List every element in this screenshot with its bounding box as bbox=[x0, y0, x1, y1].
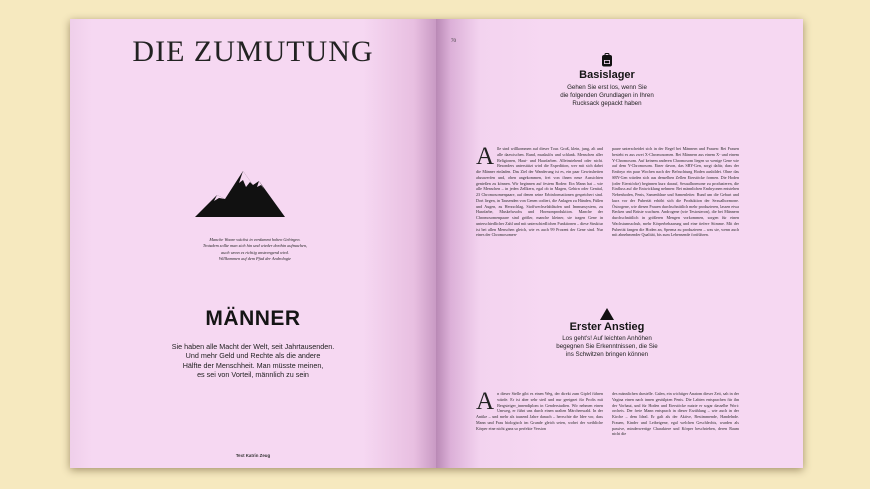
subtitle-line: die folgenden Grundlagen in Ihren bbox=[560, 92, 654, 100]
epigraph-quote bbox=[180, 237, 330, 263]
author-credit: Text Katrin Zeug bbox=[235, 453, 271, 458]
quote-line: auch wenn es richtig anstrengend wird. bbox=[221, 249, 289, 255]
section-subtitle bbox=[496, 84, 718, 109]
body-text: paare unterscheidet sich in der Regel bei Männern und Frauen: Bei Frauen besteht es aus zwei X-Chromosomen. Bei Männern aus einem X- und einem Y-Chromosom. Auf keinem anderen Chromosom liegen so wenige Gene wie auf dem Y-Chromosom. Einer davon, das SRY-Gen, sorgt dafür, dass der Embryo ein paar Wochen nach der Befruchtung Hoden ausbildet. Ohne das SRY-Gen würden sich aus denselben Zellen Eierstöcke formen. Die Hoden (oder Eierstöcke) beginnen kurz darauf, Sexualhormone zu produzieren, die Einfluss auf die Entwicklung nehmen: Bei männlichen Embryonen entstehen Nebenhoden, Penis, Samenblase und Samenleiter. Rund um die Geburt und kurz vor der Pubertät erhöht sich die Produktion der Sexualhormone. Östrogene, wie diesen Frauen durchschnittlich mehr produzieren, lassen etwa Becken und Brüste wachsen. Androgene (wie Testosteron), die bei Männern durchschnittlich in größeren Mengen vorkommen, sorgen für einen Wachstumsschub, mehr Körperbehaarung und eine tiefere Stimme. Mit der Pubertät fangen die Hoden an, Sperma zu produzieren – was sie, wenn auch mit abnehmender Qualität, bis zum Lebensende fortführen. bbox=[612, 146, 739, 238]
section-heading-erster-anstieg: Erster Anstieg bbox=[569, 321, 645, 333]
mountain-icon bbox=[195, 165, 285, 217]
quote-line: Trotzdem sollte man sich hin und wieder dorthin aufmachen, bbox=[202, 243, 308, 249]
intro-line: Sie haben alle Macht der Welt, seit Jahrtausenden. bbox=[171, 342, 335, 351]
body-column bbox=[476, 391, 603, 465]
body-column bbox=[612, 146, 739, 298]
subtitle-line: Gehen Sie erst los, wenn Sie bbox=[567, 84, 647, 91]
backpack-icon bbox=[600, 53, 614, 67]
page-title: DIE ZUMUTUNG bbox=[132, 35, 374, 68]
left-page bbox=[70, 19, 436, 468]
mountain-peak-icon bbox=[600, 308, 614, 320]
section-subtitle bbox=[496, 335, 718, 360]
body-text: des männlichen darstelle. Galen, ein wichtiger Anatom dieser Zeit, sah in der Vagina einen nach innen gestülpten Penis. Die Labien entsprachen für ihn der Vorhaut, und für Hoden und Eierstöcke nutzte er sogar dasselbe Wort: orcheis. Der freie Mann entsprach in dieser Erzählung – wie auch in der Kirche – dem Ideal. Er galt als der Aktive, Bestimmende, Handelnde. Frauen, Kinder und Leibeigene, egal welchen Geschlechts, wurden als passive, minderwertige Charaktere und Körper beschrieben, deren Raum nicht die bbox=[612, 391, 739, 437]
intro-line: Und mehr Geld und Rechte als die andere bbox=[185, 351, 321, 361]
body-column bbox=[476, 146, 603, 298]
body-text: lle sind willkommen auf dieser Tour. Groß, klein, jung, alt und alle dazwischen. Rund, muskulös und schlank. Menschen aller Religionen, Haut- und Haarfarben. Alleinstehend oder nicht. Besonders unterstützt wird die Expedition, wer mit sich dabei die Männer einladen. Das Ziel der Wanderung ist es, ein paar Gewissheiten abzuwerfen und, oben angekommen, frei von ihnen neue Aussichten genießen zu können. Wir beginnen auf festem Boden: Ein Mann hat – wie alle Menschen – in jeden Zellkern, egal ob in Magen, Gehirn oder Genital, 23 Chromosomenpaare, auf denen seine Erbinformationen gespeichert sind. Dort liegen, in Tausenden von Genen codiert, die Anlagen zu Händen, Füßen und Augen, zu Herzschlag, Stoffwechselabläufen und Immunsystem, zu Haarfarbe, Muskelwuchs und Hormonproduktion. Manche der Chromosomenpaare sind größer, manche kleiner, sie tragen Gene in unterschiedlicher Zahl und mit unterschiedlichen Funktionen – diese Struktur ist bei allen Menschen gleich, wie es auch 99 Prozent der Gene sind. Nur eines der Chromosomen- bbox=[476, 146, 603, 238]
quote-line: Manche Waare wächst in verdammt hohen Gebirgen. bbox=[209, 237, 301, 242]
drop-cap: A bbox=[476, 146, 495, 170]
right-page bbox=[436, 19, 803, 468]
subtitle-line: Los geht's! Auf leichten Anhöhen bbox=[562, 335, 652, 342]
subtitle-line: begegnen Sie Erkenntnissen, die Sie bbox=[556, 343, 658, 351]
intro-text bbox=[130, 342, 376, 379]
page-number: 70 bbox=[451, 39, 456, 44]
section-heading-basislager: Basislager bbox=[579, 69, 635, 81]
body-text: n dieser Stelle gibt es einen Weg, der direkt zum Gipfel führen würde. Er ist aber sehr steil und nur geeignet für Profis mit Bergsteiger_innendiplom in Genderstudien. Wir nehmen einen Umweg, er führt uns durch einen uralten Märchenwald. In der Antike – und mehr als tausend Jahre danach – herrschte die Idee vor, dass Mann und Frau biologisch im Grunde gleich seien, wobei der weibliche Körper eine nicht ganz so perfekte Version bbox=[476, 391, 603, 431]
drop-cap: A bbox=[476, 391, 495, 415]
subtitle-line: ins Schwitzen bringen können bbox=[565, 351, 649, 359]
quote-line: Willkommen auf dem Pfad der Andrologie bbox=[218, 256, 292, 262]
intro-line: Hälfte der Menschheit. Man müsste meinen, bbox=[182, 360, 324, 370]
magazine-spread bbox=[70, 19, 803, 468]
subtitle-line: Rucksack gepackt haben bbox=[572, 100, 642, 108]
intro-line: es sei von Vorteil, männlich zu sein bbox=[197, 369, 309, 379]
section-title: MÄNNER bbox=[205, 307, 301, 330]
body-column bbox=[612, 391, 739, 465]
